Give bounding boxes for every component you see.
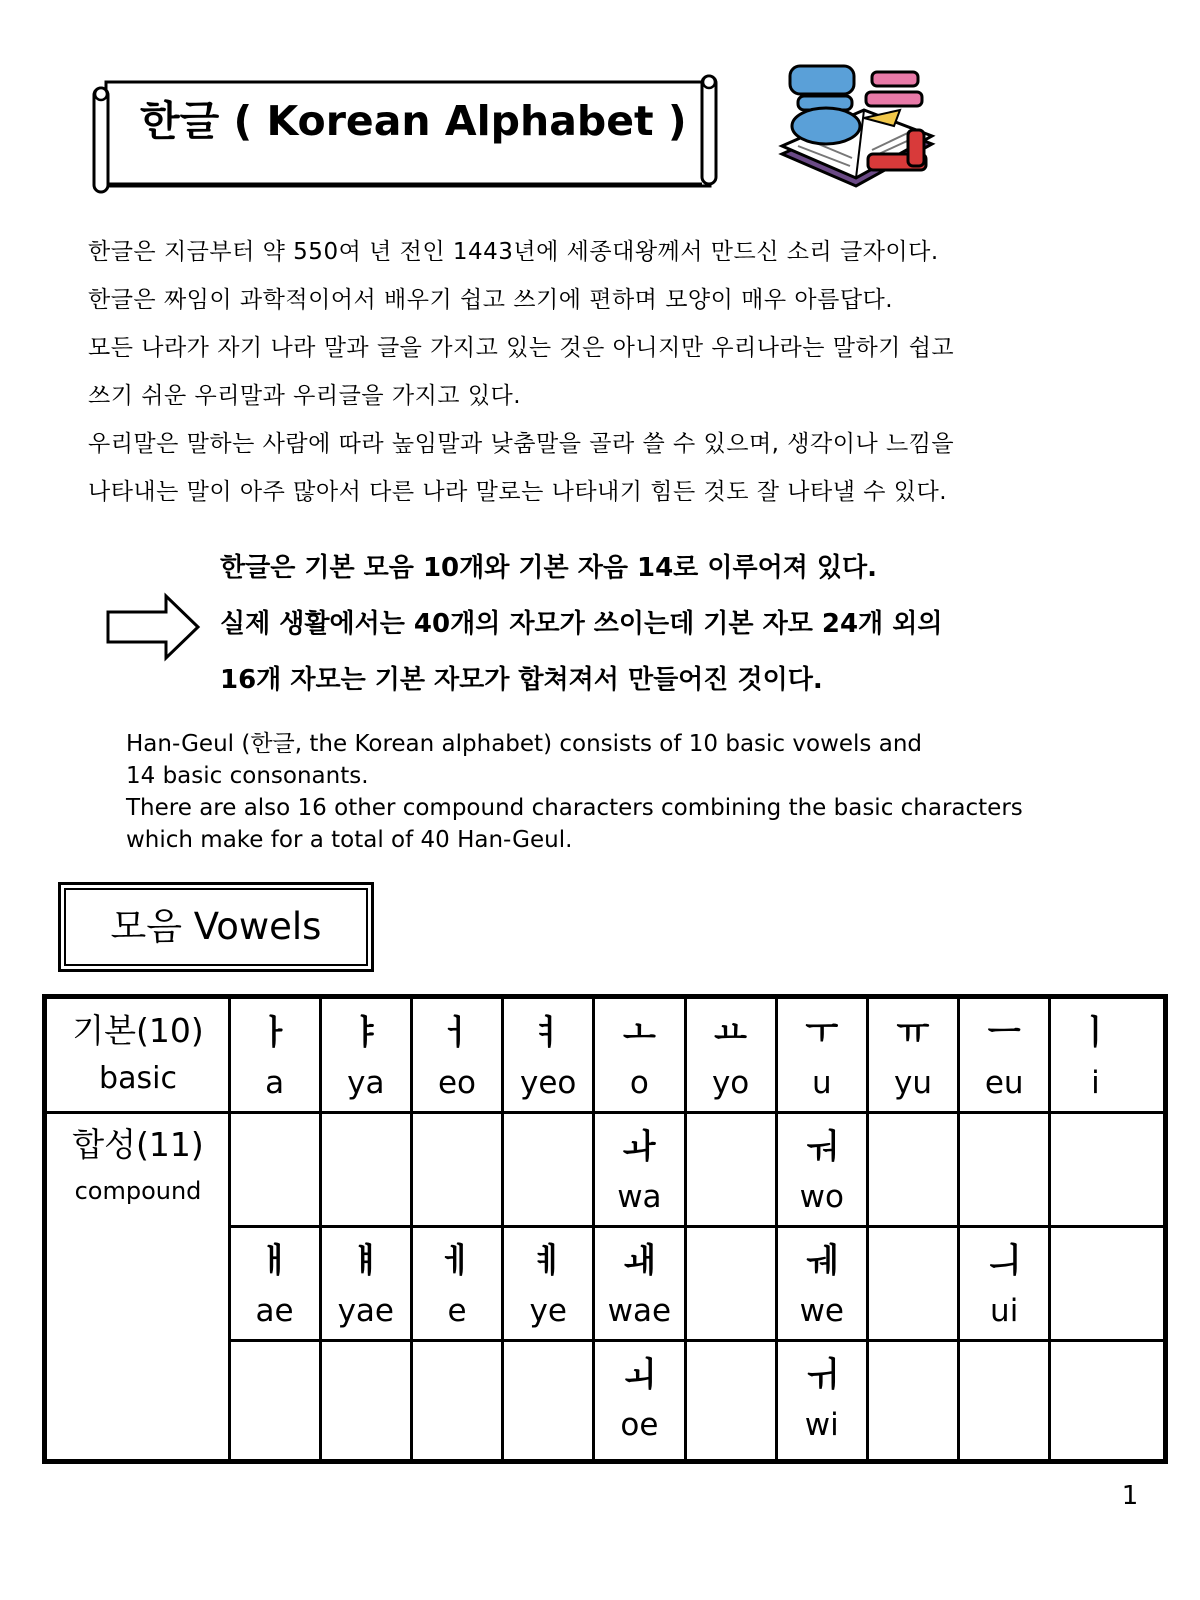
vowel-romanization — [867, 1291, 958, 1331]
arrow-right-icon — [104, 592, 204, 662]
vowel-cell — [685, 1355, 776, 1449]
vowel-jamo: ㅔ — [440, 1241, 474, 1281]
vowel-jamo — [229, 1127, 320, 1167]
vowel-romanization: wa — [617, 1179, 662, 1215]
vowel-jamo: ㅑ — [349, 1013, 383, 1053]
vowel-cell — [776, 1127, 867, 1221]
vowel-romanization — [229, 1177, 320, 1217]
row-header-korean: 기본(10) — [72, 1011, 204, 1050]
vowel-romanization — [959, 1177, 1050, 1217]
row-header-english: basic — [99, 1061, 177, 1096]
vowel-romanization: wi — [804, 1407, 839, 1443]
vowel-jamo: ㅠ — [896, 1013, 930, 1053]
vowel-romanization — [1050, 1177, 1141, 1217]
vowel-cell — [1050, 1355, 1141, 1449]
vowel-cell — [594, 1355, 685, 1449]
vowel-romanization: o — [629, 1065, 649, 1101]
vowel-jamo — [411, 1355, 502, 1395]
summary-line: 실제 생활에서는 40개의 자모가 쓰이는데 기본 자모 24개 외의 — [220, 609, 943, 639]
vowel-cell — [411, 1241, 502, 1335]
vowel-romanization: ui — [990, 1293, 1019, 1329]
vowel-jamo: ㅘ — [622, 1127, 656, 1167]
summary-block — [220, 540, 1160, 708]
vowel-romanization: wae — [607, 1293, 672, 1329]
vowel-jamo — [1050, 1241, 1141, 1281]
vowel-romanization: oe — [620, 1407, 659, 1443]
vowel-jamo: ㅓ — [440, 1013, 474, 1053]
english-line: 14 basic consonants. — [126, 763, 369, 789]
vowel-romanization — [685, 1291, 776, 1331]
vowel-cell — [867, 1241, 958, 1335]
vowel-romanization: yae — [337, 1293, 394, 1329]
vowel-jamo — [1050, 1127, 1141, 1167]
vowel-romanization — [867, 1405, 958, 1445]
vowel-jamo — [229, 1355, 320, 1395]
vowel-romanization — [1050, 1405, 1141, 1445]
vowel-cell — [229, 1241, 320, 1335]
vowel-cell — [867, 1013, 958, 1107]
vowel-cell — [685, 1127, 776, 1221]
vowel-romanization: ye — [529, 1293, 567, 1329]
intro-paragraph — [88, 228, 1128, 516]
vowel-cell — [867, 1355, 958, 1449]
vowel-cell — [411, 1127, 502, 1221]
vowel-cell — [411, 1013, 502, 1107]
vowel-jamo — [503, 1355, 594, 1395]
vowel-jamo — [685, 1241, 776, 1281]
vowel-romanization — [411, 1177, 502, 1217]
vowel-cell — [229, 1127, 320, 1221]
vowel-jamo: ㅕ — [531, 1013, 565, 1053]
vowel-cell — [320, 1127, 411, 1221]
vowel-jamo — [867, 1355, 958, 1395]
row-header — [47, 1009, 229, 1099]
vowel-jamo — [959, 1127, 1050, 1167]
vowel-romanization — [959, 1405, 1050, 1445]
vowel-romanization: ae — [255, 1293, 294, 1329]
vowel-romanization: yo — [711, 1065, 750, 1101]
page-number: 1 — [1121, 1481, 1139, 1511]
intro-line: 우리말은 말하는 사람에 따라 높임말과 낮춤말을 골라 쓸 수 있으며, 생각이나 느낌을 — [88, 431, 955, 457]
vowel-jamo: ㅐ — [258, 1241, 292, 1281]
vowel-cell — [503, 1127, 594, 1221]
vowel-romanization: wo — [799, 1179, 844, 1215]
vowel-romanization — [867, 1177, 958, 1217]
vowel-romanization: yu — [893, 1065, 932, 1101]
page-title: 한글 ( Korean Alphabet ) — [140, 97, 687, 145]
row-header-english: compound — [74, 1177, 202, 1205]
vowel-jamo: ㅜ — [805, 1013, 839, 1053]
vowel-jamo — [320, 1355, 411, 1395]
vowel-romanization — [320, 1177, 411, 1217]
english-paragraph — [126, 728, 1166, 856]
vowel-cell — [503, 1355, 594, 1449]
vowel-cell — [411, 1355, 502, 1449]
vowel-romanization — [411, 1405, 502, 1445]
vowel-cell — [685, 1241, 776, 1335]
vowel-cell — [320, 1355, 411, 1449]
vowel-cell — [320, 1241, 411, 1335]
vowel-cell — [959, 1013, 1050, 1107]
vowel-jamo: ㅞ — [805, 1241, 839, 1281]
vowel-romanization: a — [265, 1065, 285, 1101]
vowel-cell — [503, 1241, 594, 1335]
vowel-jamo: ㅚ — [622, 1355, 656, 1395]
intro-line: 한글은 짜임이 과학적이어서 배우기 쉽고 쓰기에 편하며 모양이 매우 아름답다. — [88, 287, 894, 313]
vowel-jamo: ㅖ — [531, 1241, 565, 1281]
vowel-cell — [594, 1241, 685, 1335]
vowel-jamo: ㅡ — [987, 1013, 1021, 1053]
vowel-cell — [1050, 1127, 1141, 1221]
intro-line: 나타내는 말이 아주 많아서 다른 나라 말로는 나타내기 힘든 것도 잘 나타낼 수 있다. — [88, 479, 948, 505]
vowel-cell — [685, 1013, 776, 1107]
table-rule — [47, 1111, 1163, 1114]
vowel-jamo — [685, 1127, 776, 1167]
vowel-cell — [959, 1355, 1050, 1449]
vowel-jamo: ㅒ — [349, 1241, 383, 1281]
vowel-jamo: ㅟ — [805, 1355, 839, 1395]
vowel-romanization — [229, 1405, 320, 1445]
vowel-table — [42, 994, 1168, 1464]
title-banner — [88, 64, 736, 204]
english-line: There are also 16 other compound characters combining the basic characters — [126, 795, 1023, 821]
vowel-romanization — [685, 1177, 776, 1217]
vowel-jamo: ㅢ — [987, 1241, 1021, 1281]
vowel-romanization: i — [1091, 1065, 1100, 1101]
vowel-cell — [776, 1355, 867, 1449]
vowel-jamo — [959, 1355, 1050, 1395]
vowel-jamo — [411, 1127, 502, 1167]
vowels-section-label — [58, 882, 374, 972]
vowel-jamo — [867, 1241, 958, 1281]
vowel-jamo: ㅣ — [1078, 1013, 1112, 1053]
vowel-romanization — [503, 1177, 594, 1217]
vowel-romanization: e — [447, 1293, 467, 1329]
vowel-cell — [1050, 1013, 1141, 1107]
table-rule — [229, 1339, 1163, 1342]
vowel-romanization: u — [811, 1065, 832, 1101]
vowel-jamo — [320, 1127, 411, 1167]
vowel-romanization: eu — [984, 1065, 1024, 1101]
intro-line: 쓰기 쉬운 우리말과 우리글을 가지고 있다. — [88, 383, 522, 409]
vowel-jamo — [867, 1127, 958, 1167]
vowel-romanization: ya — [347, 1065, 385, 1101]
vowel-cell — [229, 1013, 320, 1107]
vowel-jamo — [503, 1127, 594, 1167]
vowel-jamo: ㅙ — [622, 1241, 656, 1281]
vowel-jamo: ㅏ — [258, 1013, 292, 1053]
vowel-cell — [594, 1013, 685, 1107]
vowel-cell — [229, 1355, 320, 1449]
row-header — [47, 1123, 229, 1209]
vowel-romanization — [685, 1405, 776, 1445]
vowel-cell — [776, 1013, 867, 1107]
vowels-label-text: 모음 Vowels — [110, 905, 322, 948]
vowel-romanization: we — [799, 1293, 844, 1329]
vowel-jamo — [1050, 1355, 1141, 1395]
english-line: Han-Geul (한글, the Korean alphabet) consists of 10 basic vowels and — [126, 731, 922, 757]
english-line: which make for a total of 40 Han-Geul. — [126, 827, 573, 853]
vowel-cell — [503, 1013, 594, 1107]
summary-line: 16개 자모는 기본 자모가 합쳐져서 만들어진 것이다. — [220, 665, 823, 695]
vowel-cell — [594, 1127, 685, 1221]
intro-line: 한글은 지금부터 약 550여 년 전인 1443년에 세종대왕께서 만드신 소리 글자이다. — [88, 239, 939, 265]
intro-line: 모든 나라가 자기 나라 말과 글을 가지고 있는 것은 아니지만 우리나라는 말하기 쉽고 — [88, 335, 955, 361]
vowel-romanization — [320, 1405, 411, 1445]
row-header-korean: 합성(11) — [72, 1125, 204, 1164]
vowel-jamo: ㅝ — [805, 1127, 839, 1167]
vowel-cell — [959, 1241, 1050, 1335]
vowel-cell — [776, 1241, 867, 1335]
vowel-romanization: yeo — [519, 1065, 577, 1101]
vowel-jamo: ㅗ — [622, 1013, 656, 1053]
vowel-jamo — [685, 1355, 776, 1395]
book-icon — [768, 58, 944, 210]
vowel-cell — [1050, 1241, 1141, 1335]
vowel-romanization: eo — [437, 1065, 476, 1101]
vowel-cell — [959, 1127, 1050, 1221]
vowel-romanization — [503, 1405, 594, 1445]
vowel-cell — [320, 1013, 411, 1107]
table-rule — [229, 1225, 1163, 1228]
vowel-romanization — [1050, 1291, 1141, 1331]
summary-line: 한글은 기본 모음 10개와 기본 자음 14로 이루어져 있다. — [220, 553, 877, 583]
book-illustration — [768, 58, 944, 210]
vowel-cell — [867, 1127, 958, 1221]
vowel-jamo: ㅛ — [714, 1013, 748, 1053]
